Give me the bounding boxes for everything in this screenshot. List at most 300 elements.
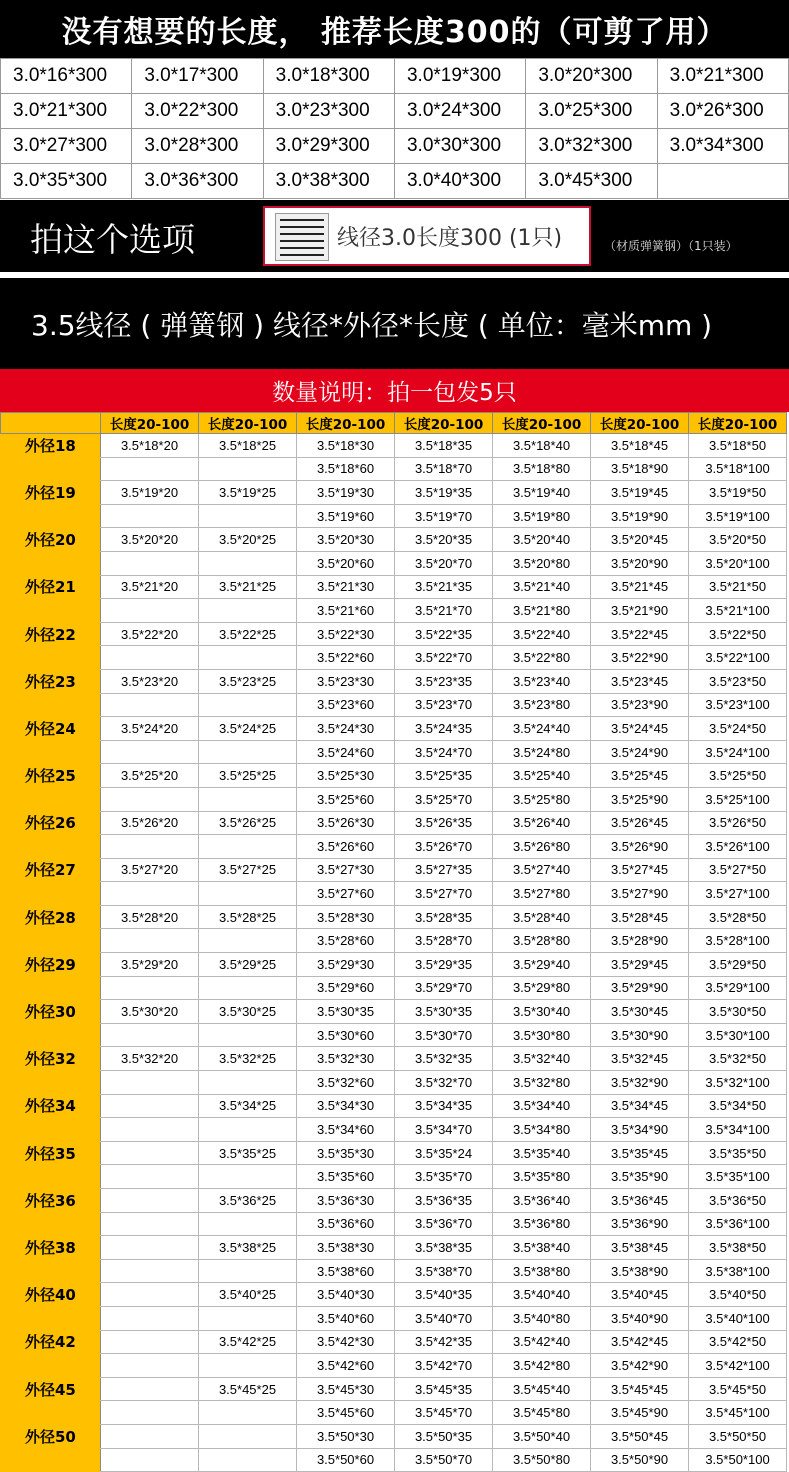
spec-cell: 3.5*45*80 bbox=[493, 1401, 591, 1425]
spec-cell: 3.5*29*90 bbox=[591, 976, 689, 1000]
spec-cell: 3.5*34*35 bbox=[395, 1094, 493, 1118]
spec-cell: 3.5*50*100 bbox=[689, 1448, 787, 1472]
spec-cell: 3.5*38*90 bbox=[591, 1259, 689, 1283]
spec-cell: 3.5*36*50 bbox=[689, 1189, 787, 1213]
outer-diameter-spacer bbox=[1, 1212, 101, 1236]
spec-cell: 3.5*40*60 bbox=[297, 1306, 395, 1330]
spec-cell: 3.5*28*50 bbox=[689, 905, 787, 929]
grid-cell: 3.0*30*300 bbox=[394, 129, 525, 164]
spec-cell: 3.5*24*50 bbox=[689, 717, 787, 741]
spec-cell: 3.5*30*35 bbox=[395, 1000, 493, 1024]
outer-diameter-spacer bbox=[1, 1354, 101, 1378]
spec-cell: 3.5*36*30 bbox=[297, 1189, 395, 1213]
header-corner bbox=[1, 413, 101, 434]
spec-cell: 3.5*42*35 bbox=[395, 1330, 493, 1354]
spec-cell: 3.5*50*30 bbox=[297, 1424, 395, 1448]
spec-cell: 3.5*27*25 bbox=[199, 858, 297, 882]
spec-cell bbox=[199, 1212, 297, 1236]
spec-cell: 3.5*20*35 bbox=[395, 528, 493, 552]
spec-cell bbox=[199, 504, 297, 528]
spec-cell: 3.5*18*45 bbox=[591, 434, 689, 458]
table-row bbox=[1, 646, 787, 670]
spec-cell bbox=[199, 551, 297, 575]
spec-cell: 3.5*42*30 bbox=[297, 1330, 395, 1354]
outer-diameter-label: 外径29 bbox=[1, 953, 101, 977]
spec-cell: 3.5*26*20 bbox=[101, 811, 199, 835]
outer-diameter-spacer bbox=[1, 1165, 101, 1189]
outer-diameter-spacer bbox=[1, 693, 101, 717]
spec-cell: 3.5*45*45 bbox=[591, 1377, 689, 1401]
spec-cell: 3.5*19*80 bbox=[493, 504, 591, 528]
spec-cell bbox=[199, 1354, 297, 1378]
spec-cell: 3.5*18*60 bbox=[297, 457, 395, 481]
outer-diameter-label: 外径30 bbox=[1, 1000, 101, 1024]
spec-cell: 3.5*29*80 bbox=[493, 976, 591, 1000]
table-row bbox=[1, 551, 787, 575]
spec-cell: 3.5*30*80 bbox=[493, 1023, 591, 1047]
spec-cell: 3.5*22*20 bbox=[101, 622, 199, 646]
spec-cell: 3.5*29*45 bbox=[591, 953, 689, 977]
spec-cell: 3.5*25*100 bbox=[689, 787, 787, 811]
length-300-grid bbox=[0, 58, 789, 199]
spec-cell: 3.5*24*35 bbox=[395, 717, 493, 741]
spec-cell: 3.5*23*35 bbox=[395, 669, 493, 693]
outer-diameter-label: 外径20 bbox=[1, 528, 101, 552]
grid-row bbox=[1, 59, 789, 94]
spec-cell: 3.5*20*45 bbox=[591, 528, 689, 552]
spec-cell: 3.5*27*80 bbox=[493, 882, 591, 906]
spec-cell: 3.5*21*30 bbox=[297, 575, 395, 599]
spec-cell: 3.5*22*30 bbox=[297, 622, 395, 646]
spec-cell: 3.5*23*20 bbox=[101, 669, 199, 693]
spec-cell bbox=[199, 1401, 297, 1425]
table-row bbox=[1, 717, 787, 741]
spec-cell: 3.5*28*90 bbox=[591, 929, 689, 953]
spec-cell: 3.5*42*60 bbox=[297, 1354, 395, 1378]
spec-cell: 3.5*20*50 bbox=[689, 528, 787, 552]
option-button-label: 线径3.0长度300 (1只) bbox=[337, 226, 563, 251]
spec-cell: 3.5*38*100 bbox=[689, 1259, 787, 1283]
spec-cell: 3.5*21*20 bbox=[101, 575, 199, 599]
table-row bbox=[1, 693, 787, 717]
spec-cell: 3.5*45*35 bbox=[395, 1377, 493, 1401]
spec-cell: 3.5*35*24 bbox=[395, 1141, 493, 1165]
spec-cell bbox=[101, 929, 199, 953]
outer-diameter-label: 外径50 bbox=[1, 1424, 101, 1448]
spec-cell: 3.5*23*50 bbox=[689, 669, 787, 693]
spec-cell bbox=[101, 882, 199, 906]
spec-cell: 3.5*40*100 bbox=[689, 1306, 787, 1330]
spec-cell: 3.5*29*35 bbox=[395, 953, 493, 977]
table-row bbox=[1, 622, 787, 646]
spec-cell: 3.5*29*20 bbox=[101, 953, 199, 977]
grid-cell: 3.0*23*300 bbox=[263, 94, 394, 129]
spec-cell: 3.5*34*60 bbox=[297, 1118, 395, 1142]
outer-diameter-spacer bbox=[1, 646, 101, 670]
spec-cell bbox=[101, 1165, 199, 1189]
table-row bbox=[1, 1377, 787, 1401]
spec-cell: 3.5*21*25 bbox=[199, 575, 297, 599]
spec-cell: 3.5*19*100 bbox=[689, 504, 787, 528]
spec-cell: 3.5*25*70 bbox=[395, 787, 493, 811]
spec-cell: 3.5*25*45 bbox=[591, 764, 689, 788]
spec-cell bbox=[101, 1212, 199, 1236]
spec-cell: 3.5*28*40 bbox=[493, 905, 591, 929]
spec-cell: 3.5*27*70 bbox=[395, 882, 493, 906]
grid-cell: 3.0*27*300 bbox=[1, 129, 132, 164]
spec-cell: 3.5*26*100 bbox=[689, 835, 787, 859]
spec-cell: 3.5*34*45 bbox=[591, 1094, 689, 1118]
spec-cell: 3.5*18*20 bbox=[101, 434, 199, 458]
table-row bbox=[1, 528, 787, 552]
spec-cell: 3.5*34*25 bbox=[199, 1094, 297, 1118]
spec-cell: 3.5*32*30 bbox=[297, 1047, 395, 1071]
spec-cell bbox=[199, 835, 297, 859]
spec-cell bbox=[199, 976, 297, 1000]
spec-cell: 3.5*36*70 bbox=[395, 1212, 493, 1236]
spec-cell: 3.5*50*90 bbox=[591, 1448, 689, 1472]
spec-cell: 3.5*19*35 bbox=[395, 481, 493, 505]
spec-cell bbox=[101, 1259, 199, 1283]
spec-cell: 3.5*36*80 bbox=[493, 1212, 591, 1236]
spec-cell: 3.5*30*90 bbox=[591, 1023, 689, 1047]
spec-cell: 3.5*23*40 bbox=[493, 669, 591, 693]
table-row bbox=[1, 835, 787, 859]
spec-cell bbox=[101, 504, 199, 528]
spec-cell: 3.5*21*70 bbox=[395, 599, 493, 623]
spec-cell: 3.5*40*40 bbox=[493, 1283, 591, 1307]
spec-cell bbox=[101, 1448, 199, 1472]
table-row bbox=[1, 1000, 787, 1024]
spec-cell: 3.5*50*50 bbox=[689, 1424, 787, 1448]
spec-cell: 3.5*21*45 bbox=[591, 575, 689, 599]
spec-cell: 3.5*36*100 bbox=[689, 1212, 787, 1236]
spec-cell: 3.5*19*45 bbox=[591, 481, 689, 505]
spec-cell: 3.5*18*70 bbox=[395, 457, 493, 481]
spec-cell bbox=[199, 646, 297, 670]
spec-cell: 3.5*27*35 bbox=[395, 858, 493, 882]
spec-cell: 3.5*32*35 bbox=[395, 1047, 493, 1071]
spec-cell: 3.5*26*30 bbox=[297, 811, 395, 835]
spec-cell: 3.5*30*45 bbox=[591, 1000, 689, 1024]
spec-cell: 3.5*34*70 bbox=[395, 1118, 493, 1142]
outer-diameter-spacer bbox=[1, 551, 101, 575]
spec-cell bbox=[199, 882, 297, 906]
outer-diameter-label: 外径22 bbox=[1, 622, 101, 646]
outer-diameter-spacer bbox=[1, 1401, 101, 1425]
spec-cell: 3.5*40*25 bbox=[199, 1283, 297, 1307]
spec-cell: 3.5*45*70 bbox=[395, 1401, 493, 1425]
grid-row bbox=[1, 129, 789, 164]
spec-cell bbox=[101, 1118, 199, 1142]
grid-cell: 3.0*22*300 bbox=[132, 94, 263, 129]
spec-cell: 3.5*23*90 bbox=[591, 693, 689, 717]
spec-cell: 3.5*35*25 bbox=[199, 1141, 297, 1165]
spec-cell: 3.5*19*70 bbox=[395, 504, 493, 528]
grid-cell: 3.0*21*300 bbox=[657, 59, 788, 94]
table-row bbox=[1, 882, 787, 906]
table-row bbox=[1, 858, 787, 882]
spec-cell: 3.5*21*100 bbox=[689, 599, 787, 623]
table-row bbox=[1, 929, 787, 953]
spec-cell bbox=[101, 1354, 199, 1378]
table-row bbox=[1, 575, 787, 599]
spec-cell: 3.5*30*35 bbox=[297, 1000, 395, 1024]
grid-cell: 3.0*45*300 bbox=[526, 164, 657, 199]
grid-cell: 3.0*40*300 bbox=[394, 164, 525, 199]
spec-cell: 3.5*26*70 bbox=[395, 835, 493, 859]
table-row bbox=[1, 811, 787, 835]
table-row bbox=[1, 1047, 787, 1071]
spec-cell: 3.5*27*60 bbox=[297, 882, 395, 906]
outer-diameter-spacer bbox=[1, 1023, 101, 1047]
spec-cell: 3.5*25*30 bbox=[297, 764, 395, 788]
spec-cell: 3.5*35*45 bbox=[591, 1141, 689, 1165]
grid-cell: 3.0*29*300 bbox=[263, 129, 394, 164]
spec-cell: 3.5*28*60 bbox=[297, 929, 395, 953]
spec-cell bbox=[101, 646, 199, 670]
outer-diameter-spacer bbox=[1, 835, 101, 859]
spec-cell: 3.5*32*100 bbox=[689, 1071, 787, 1095]
spec-cell bbox=[101, 1377, 199, 1401]
spec-cell: 3.5*23*100 bbox=[689, 693, 787, 717]
spec-cell bbox=[199, 1448, 297, 1472]
spec-cell: 3.5*40*35 bbox=[395, 1283, 493, 1307]
spec-cell: 3.5*35*70 bbox=[395, 1165, 493, 1189]
spec-cell: 3.5*45*90 bbox=[591, 1401, 689, 1425]
spec-cell: 3.5*24*90 bbox=[591, 740, 689, 764]
grid-cell: 3.0*28*300 bbox=[132, 129, 263, 164]
spec-cell: 3.5*40*50 bbox=[689, 1283, 787, 1307]
spec-cell: 3.5*38*25 bbox=[199, 1236, 297, 1260]
spec-cell bbox=[101, 457, 199, 481]
spec-cell: 3.5*32*40 bbox=[493, 1047, 591, 1071]
spec-cell: 3.5*42*90 bbox=[591, 1354, 689, 1378]
spec-cell: 3.5*19*50 bbox=[689, 481, 787, 505]
section-title: 3.5线径 ( 弹簧钢 ) 线径*外径*长度 ( 单位：毫米mm ) bbox=[0, 278, 789, 369]
spec-cell: 3.5*19*60 bbox=[297, 504, 395, 528]
spec-cell: 3.5*36*45 bbox=[591, 1189, 689, 1213]
spec-cell: 3.5*27*90 bbox=[591, 882, 689, 906]
spec-cell: 3.5*25*20 bbox=[101, 764, 199, 788]
spec-cell bbox=[101, 1141, 199, 1165]
outer-diameter-spacer bbox=[1, 599, 101, 623]
spec-cell bbox=[199, 787, 297, 811]
option-note: （材质弹簧钢）（1只装） bbox=[604, 239, 738, 253]
spec-cell: 3.5*23*30 bbox=[297, 669, 395, 693]
grid-row bbox=[1, 164, 789, 199]
spec-cell: 3.5*32*45 bbox=[591, 1047, 689, 1071]
table-row bbox=[1, 481, 787, 505]
spec-cell: 3.5*26*60 bbox=[297, 835, 395, 859]
spec-cell: 3.5*32*70 bbox=[395, 1071, 493, 1095]
outer-diameter-label: 外径38 bbox=[1, 1236, 101, 1260]
spec-cell: 3.5*20*30 bbox=[297, 528, 395, 552]
spec-cell: 3.5*22*90 bbox=[591, 646, 689, 670]
table-row bbox=[1, 1448, 787, 1472]
spec-cell bbox=[101, 1023, 199, 1047]
spec-cell: 3.5*27*45 bbox=[591, 858, 689, 882]
grid-cell: 3.0*26*300 bbox=[657, 94, 788, 129]
spec-cell bbox=[101, 599, 199, 623]
spec-cell: 3.5*27*50 bbox=[689, 858, 787, 882]
spec-cell bbox=[199, 740, 297, 764]
spec-cell: 3.5*28*20 bbox=[101, 905, 199, 929]
spec-cell: 3.5*38*60 bbox=[297, 1259, 395, 1283]
spec-cell bbox=[199, 1023, 297, 1047]
outer-diameter-spacer bbox=[1, 976, 101, 1000]
table-row bbox=[1, 1118, 787, 1142]
spec-cell: 3.5*21*40 bbox=[493, 575, 591, 599]
spec-cell: 3.5*26*90 bbox=[591, 835, 689, 859]
table-row bbox=[1, 764, 787, 788]
grid-cell: 3.0*32*300 bbox=[526, 129, 657, 164]
option-button[interactable] bbox=[263, 206, 591, 266]
spec-cell: 3.5*19*25 bbox=[199, 481, 297, 505]
spec-cell: 3.5*21*35 bbox=[395, 575, 493, 599]
table-row bbox=[1, 457, 787, 481]
spec-cell: 3.5*29*100 bbox=[689, 976, 787, 1000]
outer-diameter-label: 外径45 bbox=[1, 1377, 101, 1401]
spec-cell: 3.5*38*45 bbox=[591, 1236, 689, 1260]
spec-cell bbox=[101, 787, 199, 811]
spec-cell: 3.5*24*30 bbox=[297, 717, 395, 741]
spec-cell bbox=[199, 1071, 297, 1095]
outer-diameter-label: 外径26 bbox=[1, 811, 101, 835]
spec-cell bbox=[101, 1094, 199, 1118]
header-length: 长度20-100 bbox=[591, 413, 689, 434]
spec-cell: 3.5*22*100 bbox=[689, 646, 787, 670]
grid-cell: 3.0*38*300 bbox=[263, 164, 394, 199]
spec-cell: 3.5*18*100 bbox=[689, 457, 787, 481]
spec-cell: 3.5*32*90 bbox=[591, 1071, 689, 1095]
spec-cell: 3.5*25*35 bbox=[395, 764, 493, 788]
spec-cell: 3.5*26*50 bbox=[689, 811, 787, 835]
spec-cell: 3.5*30*100 bbox=[689, 1023, 787, 1047]
outer-diameter-spacer bbox=[1, 1071, 101, 1095]
spec-cell: 3.5*24*60 bbox=[297, 740, 395, 764]
spec-cell: 3.5*23*45 bbox=[591, 669, 689, 693]
spec-cell: 3.5*42*45 bbox=[591, 1330, 689, 1354]
spec-cell: 3.5*38*40 bbox=[493, 1236, 591, 1260]
outer-diameter-spacer bbox=[1, 740, 101, 764]
table-row bbox=[1, 1330, 787, 1354]
spec-cell: 3.5*28*35 bbox=[395, 905, 493, 929]
spec-cell: 3.5*35*80 bbox=[493, 1165, 591, 1189]
outer-diameter-spacer bbox=[1, 929, 101, 953]
spec-cell: 3.5*24*100 bbox=[689, 740, 787, 764]
spec-cell: 3.5*25*40 bbox=[493, 764, 591, 788]
header-length: 长度20-100 bbox=[395, 413, 493, 434]
spec-cell: 3.5*26*40 bbox=[493, 811, 591, 835]
table-row bbox=[1, 1071, 787, 1095]
spec-cell: 3.5*27*30 bbox=[297, 858, 395, 882]
spec-cell: 3.5*26*80 bbox=[493, 835, 591, 859]
grid-cell: 3.0*19*300 bbox=[394, 59, 525, 94]
spec-cell: 3.5*50*60 bbox=[297, 1448, 395, 1472]
spec-cell: 3.5*24*70 bbox=[395, 740, 493, 764]
table-row bbox=[1, 1306, 787, 1330]
outer-diameter-label: 外径19 bbox=[1, 481, 101, 505]
header-length: 长度20-100 bbox=[297, 413, 395, 434]
spec-cell: 3.5*32*80 bbox=[493, 1071, 591, 1095]
spec-cell: 3.5*40*30 bbox=[297, 1283, 395, 1307]
spec-cell: 3.5*45*60 bbox=[297, 1401, 395, 1425]
spec-cell: 3.5*32*25 bbox=[199, 1047, 297, 1071]
spec-cell: 3.5*45*50 bbox=[689, 1377, 787, 1401]
spec-cell: 3.5*27*100 bbox=[689, 882, 787, 906]
outer-diameter-label: 外径25 bbox=[1, 764, 101, 788]
spec-cell: 3.5*34*100 bbox=[689, 1118, 787, 1142]
spec-cell: 3.5*30*60 bbox=[297, 1023, 395, 1047]
spec-cell: 3.5*21*50 bbox=[689, 575, 787, 599]
spec-cell: 3.5*20*100 bbox=[689, 551, 787, 575]
spec-cell: 3.5*34*30 bbox=[297, 1094, 395, 1118]
table-row bbox=[1, 1354, 787, 1378]
product-thumbnail-icon bbox=[275, 213, 329, 261]
outer-diameter-spacer bbox=[1, 1259, 101, 1283]
spec-cell: 3.5*36*60 bbox=[297, 1212, 395, 1236]
spec-cell: 3.5*50*45 bbox=[591, 1424, 689, 1448]
grid-cell: 3.0*36*300 bbox=[132, 164, 263, 199]
spec-cell: 3.5*24*40 bbox=[493, 717, 591, 741]
spec-cell: 3.5*29*40 bbox=[493, 953, 591, 977]
spec-cell: 3.5*19*20 bbox=[101, 481, 199, 505]
spec-cell: 3.5*22*40 bbox=[493, 622, 591, 646]
spec-cell: 3.5*20*60 bbox=[297, 551, 395, 575]
table-row bbox=[1, 1189, 787, 1213]
table-header-row bbox=[1, 413, 787, 434]
spec-cell bbox=[199, 1165, 297, 1189]
spec-cell: 3.5*21*80 bbox=[493, 599, 591, 623]
spec-cell: 3.5*29*60 bbox=[297, 976, 395, 1000]
spec-cell: 3.5*22*35 bbox=[395, 622, 493, 646]
outer-diameter-label: 外径40 bbox=[1, 1283, 101, 1307]
spec-cell bbox=[101, 693, 199, 717]
spec-cell: 3.5*18*35 bbox=[395, 434, 493, 458]
spec-cell: 3.5*45*100 bbox=[689, 1401, 787, 1425]
spec-cell: 3.5*23*25 bbox=[199, 669, 297, 693]
spec-cell: 3.5*18*40 bbox=[493, 434, 591, 458]
spec-cell: 3.5*25*80 bbox=[493, 787, 591, 811]
spec-cell bbox=[101, 1283, 199, 1307]
table-row bbox=[1, 1094, 787, 1118]
spec-cell bbox=[101, 1306, 199, 1330]
spec-cell: 3.5*19*40 bbox=[493, 481, 591, 505]
header-length: 长度20-100 bbox=[493, 413, 591, 434]
spec-cell bbox=[101, 740, 199, 764]
table-row bbox=[1, 434, 787, 458]
spec-cell bbox=[199, 599, 297, 623]
spec-cell: 3.5*23*60 bbox=[297, 693, 395, 717]
spec-cell bbox=[199, 1424, 297, 1448]
outer-diameter-spacer bbox=[1, 1118, 101, 1142]
table-row bbox=[1, 504, 787, 528]
outer-diameter-spacer bbox=[1, 787, 101, 811]
table-row bbox=[1, 1023, 787, 1047]
outer-diameter-label: 外径36 bbox=[1, 1189, 101, 1213]
spec-cell: 3.5*35*50 bbox=[689, 1141, 787, 1165]
spec-cell: 3.5*18*90 bbox=[591, 457, 689, 481]
spec-cell: 3.5*20*90 bbox=[591, 551, 689, 575]
spec-cell bbox=[101, 1424, 199, 1448]
spec-cell: 3.5*38*70 bbox=[395, 1259, 493, 1283]
spec-cell: 3.5*26*35 bbox=[395, 811, 493, 835]
spec-cell: 3.5*40*70 bbox=[395, 1306, 493, 1330]
spec-cell: 3.5*25*25 bbox=[199, 764, 297, 788]
spec-cell: 3.5*18*50 bbox=[689, 434, 787, 458]
spec-cell: 3.5*42*70 bbox=[395, 1354, 493, 1378]
